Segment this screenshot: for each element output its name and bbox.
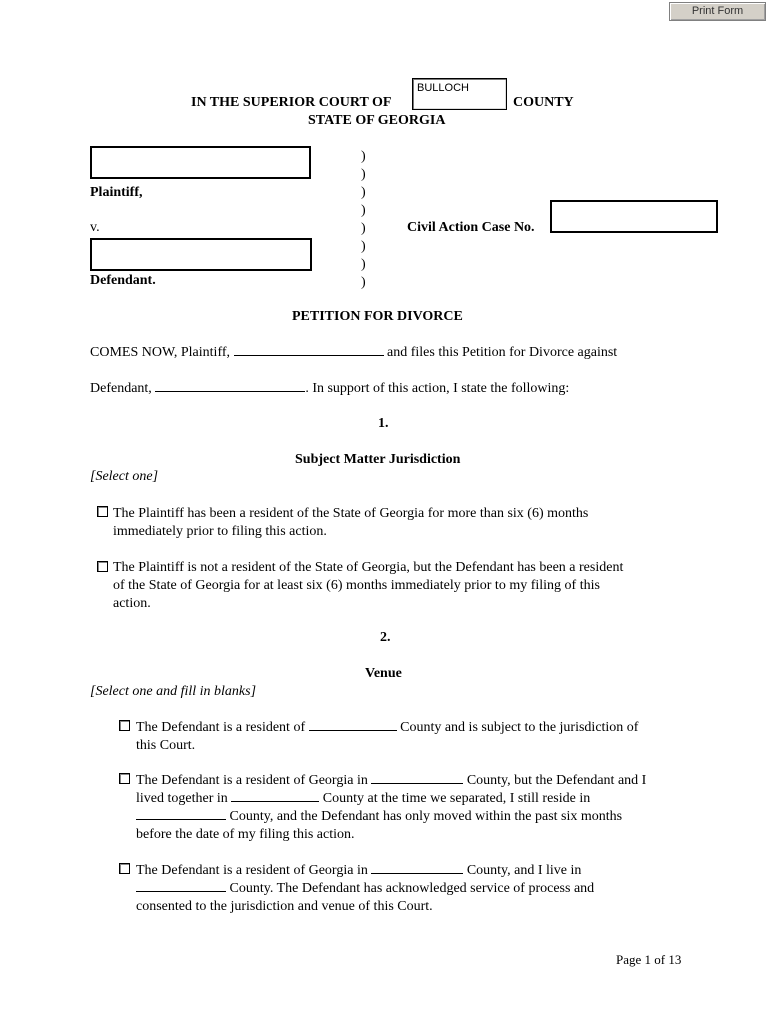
- section-1-number: 1.: [378, 416, 389, 431]
- paren: ): [361, 203, 366, 218]
- venue-option-1-text: The Defendant is a resident of County and is subject to the jurisdiction of this Court.: [136, 720, 639, 753]
- section-2-number: 2.: [380, 630, 391, 645]
- jurisdiction-option-2-checkbox[interactable]: [97, 561, 108, 572]
- defendant-name-field[interactable]: [90, 238, 312, 271]
- county-blank[interactable]: [371, 872, 463, 874]
- defendant-label: Defendant.: [90, 273, 156, 288]
- paren: ): [361, 239, 366, 254]
- section-1-heading: Subject Matter Jurisdiction: [295, 452, 461, 467]
- state-label: STATE OF GEORGIA: [308, 113, 446, 128]
- plaintiff-blank[interactable]: [234, 354, 384, 356]
- jurisdiction-option-1-text: The Plaintiff has been a resident of the State of Georgia for more than six (6) months immediately prior to filing this action.: [113, 506, 589, 539]
- defendant-name-input[interactable]: [92, 240, 310, 269]
- plaintiff-name-input[interactable]: [92, 148, 309, 177]
- intro-line-1: COMES NOW, Plaintiff, and files this Petition for Divorce against: [90, 345, 618, 360]
- versus-label: v.: [90, 220, 100, 235]
- county-input[interactable]: [413, 79, 506, 95]
- county-blank[interactable]: [136, 818, 226, 820]
- paren: ): [361, 167, 366, 182]
- court-title-prefix: IN THE SUPERIOR COURT OF: [191, 95, 392, 110]
- paren: ): [361, 185, 366, 200]
- county-blank[interactable]: [309, 729, 397, 731]
- plaintiff-name-field[interactable]: [90, 146, 311, 179]
- paren: ): [361, 221, 366, 236]
- page-number: Page 1 of 13: [616, 952, 682, 967]
- print-form-button[interactable]: Print Form: [669, 2, 766, 21]
- document-title: PETITION FOR DIVORCE: [292, 309, 463, 324]
- intro-line-2: Defendant, . In support of this action, I state the following:: [90, 381, 570, 396]
- county-blank[interactable]: [371, 782, 463, 784]
- section-2-heading: Venue: [365, 666, 402, 681]
- county-blank[interactable]: [136, 890, 226, 892]
- venue-option-3-checkbox[interactable]: [119, 863, 130, 874]
- jurisdiction-option-1-checkbox[interactable]: [97, 506, 108, 517]
- case-number-label: Civil Action Case No.: [407, 220, 535, 235]
- county-label: COUNTY: [513, 95, 574, 110]
- jurisdiction-option-2-text: The Plaintiff is not a resident of the State of Georgia, but the Defendant has been a resident of the State of Georgia for at least six (6) months immediately prior to my filing of this action.: [113, 560, 624, 611]
- county-blank[interactable]: [231, 800, 319, 802]
- case-number-input[interactable]: [552, 202, 716, 231]
- venue-option-2-checkbox[interactable]: [119, 773, 130, 784]
- case-number-field[interactable]: [550, 200, 718, 233]
- paren: ): [361, 275, 366, 290]
- venue-option-2-text: The Defendant is a resident of Georgia in County, but the Defendant and I lived together in County at the time we separated, I still reside in County, and the Defendant has only moved within the past six months before the date of my filing this action.: [136, 773, 647, 842]
- section-2-instruction: [Select one and fill in blanks]: [90, 684, 257, 699]
- venue-option-1-checkbox[interactable]: [119, 720, 130, 731]
- county-field[interactable]: [412, 78, 507, 110]
- section-1-instruction: [Select one]: [90, 469, 159, 484]
- paren: ): [361, 257, 366, 272]
- defendant-blank[interactable]: [155, 390, 305, 392]
- plaintiff-label: Plaintiff,: [90, 185, 143, 200]
- venue-option-3-text: The Defendant is a resident of Georgia in County, and I live in County. The Defendant has acknowledged service of process and consented to the jurisdiction and venue of this Court.: [136, 863, 595, 914]
- paren: ): [361, 149, 366, 164]
